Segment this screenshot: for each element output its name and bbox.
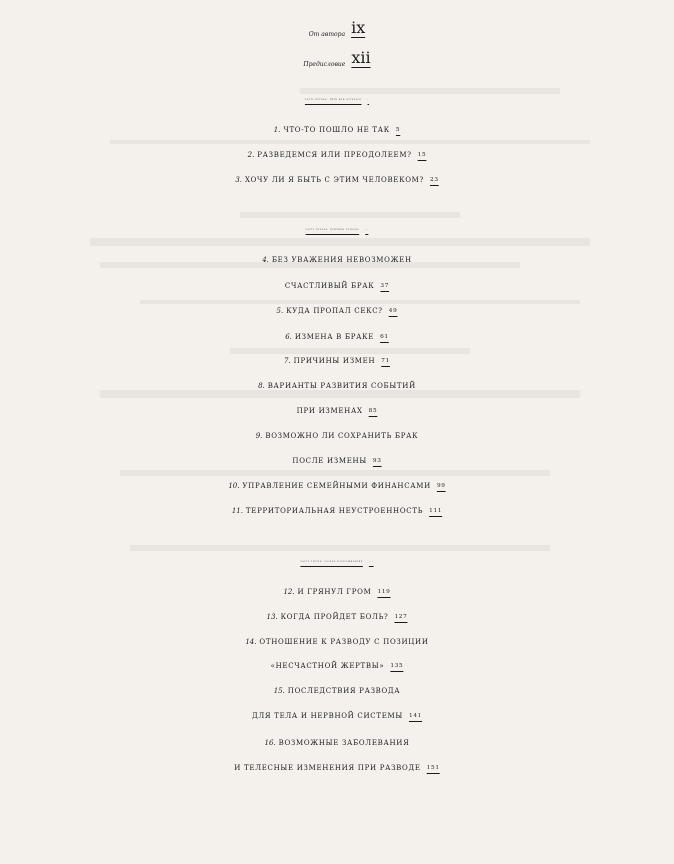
chapter-page-number: 5 [395, 126, 401, 133]
toc-chapter-8-continued[interactable] [0, 407, 674, 415]
chapter-page-number: 119 [377, 588, 391, 595]
toc-part-1[interactable] [0, 100, 674, 101]
chapter-page-number: 93 [372, 457, 382, 464]
chapter-title: И ГРЯНУЛ ГРОМ [297, 588, 372, 596]
chapter-title: ТЕРРИТОРИАЛЬНАЯ НЕУСТРОЕННОСТЬ [245, 507, 424, 515]
toc-chapter-13[interactable] [0, 613, 674, 621]
chapter-number: 13. [266, 613, 278, 621]
chapter-page-number: 37 [380, 282, 390, 289]
chapter-number: 2. [247, 151, 255, 159]
chapter-page-number: 151 [426, 764, 440, 771]
chapter-number: 6. [285, 333, 292, 341]
chapter-title: ВОЗМОЖНЫЕ ЗАБОЛЕВАНИЯ [278, 739, 410, 747]
toc-chapter-5[interactable] [0, 307, 674, 315]
toc-chapter-2[interactable] [0, 151, 674, 159]
toc-part-3[interactable] [0, 562, 674, 563]
toc-entry-author-note[interactable] [0, 18, 674, 38]
chapter-number: 11. [231, 507, 243, 515]
toc-chapter-15[interactable] [0, 687, 674, 695]
chapter-number: 5. [276, 307, 284, 315]
toc-chapter-1[interactable] [0, 126, 674, 134]
part-page-number: 33 [365, 230, 369, 231]
chapter-page-number: 135 [390, 662, 404, 669]
toc-chapter-9[interactable] [0, 432, 674, 440]
chapter-number: 14. [245, 638, 257, 646]
toc-chapter-4-continued[interactable] [0, 282, 674, 290]
chapter-page-number: 111 [429, 507, 443, 514]
chapter-page-number: 23 [429, 176, 439, 183]
chapter-page-number: 85 [368, 407, 378, 414]
toc-chapter-16-continued[interactable] [0, 764, 674, 772]
part-page-number: 1 [367, 100, 370, 101]
entry-title: Предисловие [303, 60, 346, 68]
part-page-number: 115 [368, 562, 374, 563]
toc-chapter-14[interactable] [0, 638, 674, 646]
chapter-page-number: 127 [394, 613, 408, 620]
chapter-title: ПОСЛЕДСТВИЯ РАЗВОДА [287, 687, 401, 695]
toc-chapter-16[interactable] [0, 739, 674, 747]
toc-chapter-9-continued[interactable] [0, 457, 674, 465]
chapter-title: КУДА ПРОПАЛ СЕКС? [286, 307, 383, 315]
chapter-title: ВОЗМОЖНО ЛИ СОХРАНИТЬ БРАК [265, 432, 419, 440]
toc-chapter-15-continued[interactable] [0, 712, 674, 720]
chapter-title-continued: ПОСЛЕ ИЗМЕНЫ [292, 457, 367, 465]
chapter-title: ИЗМЕНА В БРАКЕ [294, 333, 375, 341]
chapter-title: ХОЧУ ЛИ Я БЫТЬ С ЭТИМ ЧЕЛОВЕКОМ? [244, 176, 424, 184]
entry-page-number: xii [351, 48, 371, 67]
chapter-title: ПРИЧИНЫ ИЗМЕН [293, 357, 376, 365]
entry-title: От автора [308, 30, 346, 38]
entry-page-number: ix [351, 18, 366, 37]
toc-chapter-6[interactable] [0, 333, 674, 341]
part-title: ЧАСТЬ ВТОРАЯ. ПРИЧИНЫ РАЗВОДА [305, 230, 360, 232]
chapter-number: 4. [262, 256, 269, 264]
chapter-page-number: 49 [388, 307, 398, 314]
chapter-number: 10. [228, 482, 240, 490]
chapter-page-number: 71 [381, 357, 390, 364]
chapter-title: УПРАВЛЕНИЕ СЕМЕЙНЫМИ ФИНАНСАМИ [242, 482, 431, 490]
chapter-number: 3. [235, 176, 242, 184]
chapter-number: 12. [283, 588, 295, 596]
chapter-title: ОТНОШЕНИЕ К РАЗВОДУ С ПОЗИЦИИ [259, 638, 429, 646]
chapter-title-continued: «НЕСЧАСТНОЙ ЖЕРТВЫ» [270, 662, 385, 670]
toc-chapter-10[interactable] [0, 482, 674, 490]
toc-chapter-14-continued[interactable] [0, 662, 674, 670]
chapter-number: 1. [273, 126, 281, 134]
toc-chapter-8[interactable] [0, 382, 674, 390]
part-title: ЧАСТЬ ТРЕТЬЯ. РАЗВОД И ПЕРЕЖИВАНИЯ [300, 562, 363, 564]
chapter-page-number: 61 [380, 333, 389, 340]
toc-chapter-12[interactable] [0, 588, 674, 596]
toc-chapter-7[interactable] [0, 357, 674, 365]
chapter-title: КОГДА ПРОЙДЕТ БОЛЬ? [280, 613, 389, 621]
chapter-title-continued: СЧАСТЛИВЫЙ БРАК [284, 282, 375, 290]
chapter-title: РАЗВЕДЕМСЯ ИЛИ ПРЕОДОЛЕЕМ? [257, 151, 412, 159]
chapter-title-continued: ДЛЯ ТЕЛА И НЕРВНОЙ СИСТЕМЫ [251, 712, 403, 720]
chapter-number: 9. [255, 432, 263, 440]
chapter-number: 16. [264, 739, 276, 747]
chapter-title-continued: ПРИ ИЗМЕНАХ [296, 407, 363, 415]
chapter-number: 8. [258, 382, 265, 390]
chapter-page-number: 99 [436, 482, 446, 489]
chapter-title-continued: И ТЕЛЕСНЫЕ ИЗМЕНЕНИЯ ПРИ РАЗВОДЕ [234, 764, 421, 772]
toc-chapter-4[interactable] [0, 256, 674, 264]
toc-part-2[interactable] [0, 230, 674, 231]
toc-chapter-11[interactable] [0, 507, 674, 515]
chapter-number: 7. [284, 357, 291, 365]
chapter-title: ЧТО-ТО ПОШЛО НЕ ТАК [283, 126, 390, 134]
chapter-title: ВАРИАНТЫ РАЗВИТИЯ СОБЫТИЙ [267, 382, 416, 390]
part-title: ЧАСТЬ ПЕРВАЯ. УЙТИ ИЛИ ОСТАТЬСЯ [304, 100, 362, 102]
chapter-title: БЕЗ УВАЖЕНИЯ НЕВОЗМОЖЕН [271, 256, 412, 264]
chapter-page-number: 15 [417, 151, 427, 158]
chapter-page-number: 141 [408, 712, 423, 719]
chapter-number: 15. [273, 687, 285, 695]
toc-entry-preface[interactable] [0, 48, 674, 68]
toc-chapter-3[interactable] [0, 176, 674, 184]
